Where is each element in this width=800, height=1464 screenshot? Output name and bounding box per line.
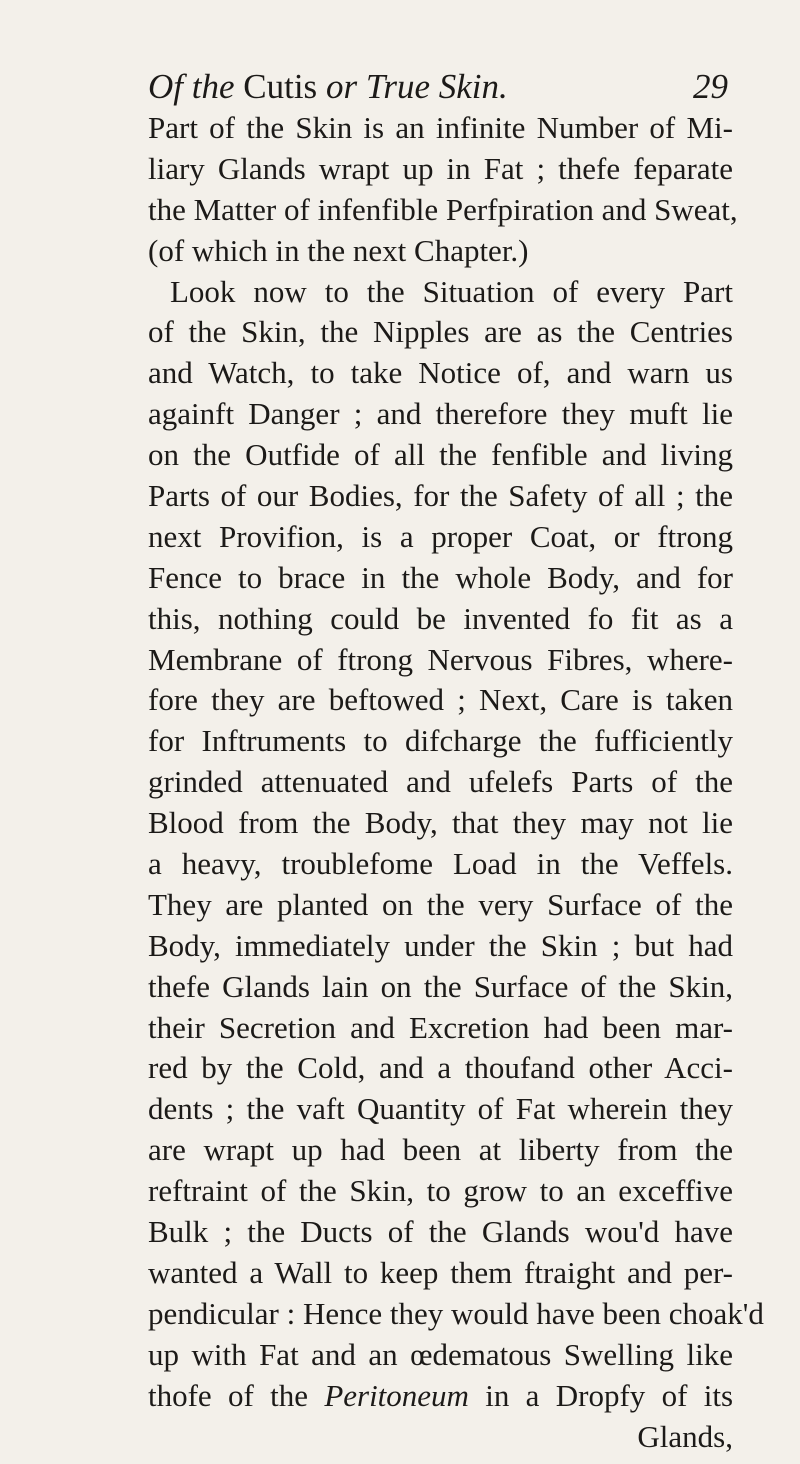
title-cutis: Cutis xyxy=(243,67,318,106)
title-true-skin: True Skin. xyxy=(365,67,508,106)
italic-term-peritoneum: Peritoneum xyxy=(324,1377,469,1413)
text-line: are wrapt up had been at liberty from the xyxy=(148,1132,733,1168)
text-line: dents ; the vaft Quantity of Fat wherein they xyxy=(148,1091,733,1127)
text-line: Body, immediately under the Skin ; but had xyxy=(148,927,733,963)
text-line: pendicular : Hence they would have been choak'd xyxy=(148,1295,764,1331)
body-text xyxy=(148,108,764,1457)
text-line: Bulk ; the Ducts of the Glands wou'd have xyxy=(148,1214,733,1250)
title-or: or xyxy=(325,67,358,106)
page-number: 29 xyxy=(693,67,728,106)
text-line: next Provifion, is a proper Coat, or ftrong xyxy=(148,518,733,554)
text-line xyxy=(148,1376,733,1417)
text-line: They are planted on the very Surface of the xyxy=(148,886,733,922)
text-line: and Watch, to take Notice of, and warn us xyxy=(148,355,733,391)
running-header xyxy=(148,64,728,110)
text-line: Part of the Skin is an infinite Number of Mi- xyxy=(148,110,733,145)
text-line: againft Danger ; and therefore they muft lie xyxy=(148,396,733,432)
text-line: Fence to brace in the whole Body, and for xyxy=(148,559,733,595)
text-line: Blood from the Body, that they may not lie xyxy=(148,805,733,841)
text-line: Parts of our Bodies, for the Safety of all ; the xyxy=(148,478,733,514)
text-line: (of which in the next Chapter.) xyxy=(148,232,529,268)
running-title xyxy=(148,64,508,110)
catchword: Glands, xyxy=(637,1418,733,1454)
title-prefix: Of the xyxy=(148,67,235,106)
text-line: thefe Glands lain on the Surface of the Skin, xyxy=(148,968,733,1004)
text-line: a heavy, troublefome Load in the Veffels. xyxy=(148,846,733,882)
text-line: Membrane of ftrong Nervous Fibres, where- xyxy=(148,641,733,677)
text-line: liary Glands wrapt up in Fat ; thefe feparate xyxy=(148,150,733,186)
text-line: this, nothing could be invented fo fit as a xyxy=(148,600,733,636)
text-line: for Inftruments to difcharge the fufficiently xyxy=(148,723,733,759)
text-line: fore they are beftowed ; Next, Care is taken xyxy=(148,682,733,718)
text-line: red by the Cold, and a thoufand other Acci- xyxy=(148,1050,733,1086)
text-line: Look now to the Situation of every Part xyxy=(170,273,733,309)
text-line: reftraint of the Skin, to grow to an exceffive xyxy=(148,1173,733,1209)
text-line: the Matter of infenfible Perfpiration and Sweat, xyxy=(148,191,738,227)
text-line: wanted a Wall to keep them ftraight and per- xyxy=(148,1254,733,1290)
text-line: on the Outfide of all the fenfible and living xyxy=(148,437,733,473)
text-line: of the Skin, the Nipples are as the Centries xyxy=(148,314,733,350)
text-line: up with Fat and an œdematous Swelling like xyxy=(148,1336,733,1372)
text-line: their Secretion and Excretion had been mar- xyxy=(148,1009,733,1045)
text-line: grinded attenuated and ufelefs Parts of the xyxy=(148,764,733,800)
text-segment: in a Dropfy of its xyxy=(485,1377,734,1413)
text-segment: thofe of the xyxy=(148,1377,308,1413)
